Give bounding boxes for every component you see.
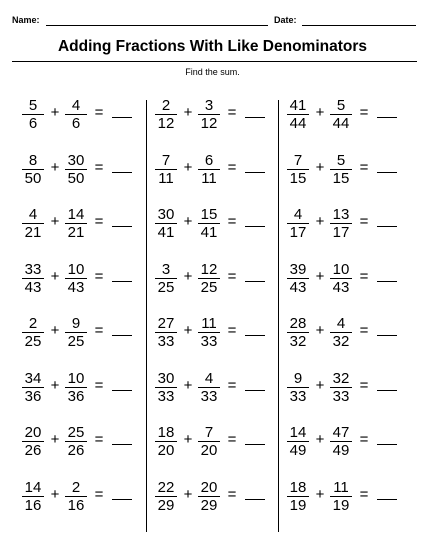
fraction-b (328, 261, 354, 296)
numerator: 47 (332, 424, 350, 441)
equals-sign: = (94, 213, 104, 230)
fraction-a (285, 370, 311, 405)
numerator: 3 (161, 260, 171, 278)
equals-sign: = (359, 267, 369, 285)
equals-sign: = (359, 213, 369, 230)
fraction-b (196, 370, 222, 405)
fraction-b (328, 97, 354, 132)
denominator: 44 (332, 115, 350, 132)
fraction-a (153, 261, 179, 296)
plus-sign: + (50, 376, 60, 394)
fraction-b (63, 206, 89, 241)
fraction-b (328, 370, 354, 405)
denominator: 36 (67, 387, 85, 405)
numerator: 4 (71, 97, 81, 114)
fraction-b (196, 206, 222, 241)
plus-sign: + (183, 322, 193, 339)
numerator: 10 (67, 369, 85, 387)
fraction-b (196, 315, 222, 350)
name-field[interactable] (46, 25, 268, 26)
problem (153, 366, 283, 410)
date-field[interactable] (302, 25, 416, 26)
numerator: 27 (157, 315, 175, 332)
numerator: 22 (157, 478, 175, 496)
numerator: 5 (336, 97, 346, 114)
denominator: 12 (157, 115, 175, 132)
answer-blank[interactable] (245, 172, 265, 173)
instructions: Find the sum. (185, 67, 240, 77)
answer-blank[interactable] (377, 499, 397, 500)
fraction-b (328, 315, 354, 350)
denominator: 16 (67, 496, 85, 514)
equals-sign: = (94, 376, 104, 394)
fraction-b (63, 315, 89, 350)
denominator: 44 (289, 115, 307, 132)
name-label: Name: (12, 15, 40, 25)
numerator: 5 (28, 97, 38, 114)
fraction-a (285, 315, 311, 350)
problem (20, 93, 150, 137)
fraction-b (196, 479, 222, 514)
denominator: 15 (289, 169, 307, 187)
problem (153, 257, 283, 301)
equals-sign: = (94, 431, 104, 448)
denominator: 20 (200, 442, 218, 459)
equals-sign: = (227, 322, 237, 339)
denominator: 43 (24, 278, 42, 296)
answer-blank[interactable] (112, 444, 132, 445)
numerator: 18 (289, 478, 307, 496)
plus-sign: + (183, 431, 193, 448)
denominator: 29 (157, 496, 175, 514)
denominator: 6 (71, 115, 81, 132)
equals-sign: = (359, 485, 369, 503)
denominator: 33 (157, 387, 175, 405)
fraction-a (153, 479, 179, 514)
numerator: 34 (24, 369, 42, 387)
equals-sign: = (227, 431, 237, 448)
denominator: 17 (332, 224, 350, 241)
problem-column (153, 93, 283, 530)
title-divider (12, 61, 417, 62)
plus-sign: + (315, 431, 325, 448)
plus-sign: + (50, 485, 60, 503)
fraction-a (285, 261, 311, 296)
date-label: Date: (274, 15, 297, 25)
plus-sign: + (315, 104, 325, 121)
denominator: 32 (332, 333, 350, 350)
fraction-b (63, 479, 89, 514)
numerator: 7 (161, 151, 171, 169)
answer-blank[interactable] (245, 444, 265, 445)
denominator: 33 (332, 387, 350, 405)
equals-sign: = (227, 158, 237, 176)
answer-blank[interactable] (112, 335, 132, 336)
equals-sign: = (94, 267, 104, 285)
numerator: 4 (204, 369, 214, 387)
denominator: 33 (289, 387, 307, 405)
numerator: 9 (71, 315, 81, 332)
answer-blank[interactable] (112, 172, 132, 173)
plus-sign: + (315, 213, 325, 230)
numerator: 41 (289, 97, 307, 114)
fraction-a (20, 206, 46, 241)
answer-blank[interactable] (245, 390, 265, 391)
numerator: 5 (336, 151, 346, 169)
denominator: 15 (332, 169, 350, 187)
problem (153, 311, 283, 355)
denominator: 17 (289, 224, 307, 241)
answer-blank[interactable] (377, 444, 397, 445)
equals-sign: = (94, 485, 104, 503)
worksheet-header (12, 12, 417, 28)
numerator: 13 (332, 206, 350, 223)
plus-sign: + (183, 158, 193, 176)
numerator: 10 (332, 260, 350, 278)
numerator: 20 (24, 424, 42, 441)
numerator: 11 (333, 478, 349, 496)
plus-sign: + (183, 104, 193, 121)
numerator: 30 (67, 151, 85, 169)
numerator: 14 (24, 478, 42, 496)
denominator: 49 (332, 442, 350, 459)
denominator: 49 (289, 442, 307, 459)
plus-sign: + (50, 322, 60, 339)
denominator: 19 (332, 496, 350, 514)
numerator: 8 (28, 151, 38, 169)
fraction-b (63, 261, 89, 296)
numerator: 39 (289, 260, 307, 278)
problem (285, 148, 415, 192)
fraction-a (153, 97, 179, 132)
numerator: 11 (201, 315, 217, 332)
plus-sign: + (50, 431, 60, 448)
numerator: 32 (332, 369, 350, 387)
fraction-a (153, 315, 179, 350)
plus-sign: + (50, 158, 60, 176)
numerator: 2 (71, 478, 81, 496)
equals-sign: = (227, 267, 237, 285)
problem (153, 93, 283, 137)
problem-column (285, 93, 415, 530)
equals-sign: = (227, 485, 237, 503)
numerator: 20 (200, 478, 218, 496)
answer-blank[interactable] (112, 281, 132, 282)
answer-blank[interactable] (377, 172, 397, 173)
plus-sign: + (50, 213, 60, 230)
denominator: 16 (24, 496, 42, 514)
problem-column (20, 93, 150, 530)
fraction-a (153, 370, 179, 405)
equals-sign: = (359, 158, 369, 176)
numerator: 28 (289, 315, 307, 332)
fraction-a (153, 206, 179, 241)
answer-blank[interactable] (377, 390, 397, 391)
answer-blank[interactable] (245, 335, 265, 336)
denominator: 11 (201, 169, 217, 187)
problem (20, 311, 150, 355)
answer-blank[interactable] (377, 335, 397, 336)
problem (20, 148, 150, 192)
numerator: 7 (204, 424, 214, 441)
fraction-a (285, 206, 311, 241)
equals-sign: = (94, 158, 104, 176)
denominator: 21 (24, 224, 42, 241)
plus-sign: + (183, 485, 193, 503)
problem (153, 202, 283, 246)
answer-blank[interactable] (112, 390, 132, 391)
fraction-a (153, 424, 179, 459)
denominator: 12 (200, 115, 218, 132)
denominator: 33 (200, 387, 218, 405)
numerator: 2 (161, 97, 171, 114)
answer-blank[interactable] (377, 226, 397, 227)
numerator: 14 (289, 424, 307, 441)
numerator: 10 (67, 260, 85, 278)
numerator: 15 (200, 206, 218, 223)
answer-blank[interactable] (112, 499, 132, 500)
denominator: 29 (200, 496, 218, 514)
problem (153, 475, 283, 519)
denominator: 32 (289, 333, 307, 350)
numerator: 2 (28, 315, 38, 332)
plus-sign: + (315, 322, 325, 339)
fraction-a (20, 97, 46, 132)
plus-sign: + (315, 485, 325, 503)
fraction-b (196, 97, 222, 132)
fraction-b (328, 424, 354, 459)
denominator: 26 (67, 442, 85, 459)
fraction-a (20, 424, 46, 459)
plus-sign: + (315, 267, 325, 285)
numerator: 30 (157, 369, 175, 387)
answer-blank[interactable] (377, 281, 397, 282)
answer-blank[interactable] (112, 226, 132, 227)
problem (285, 93, 415, 137)
problem (153, 420, 283, 464)
plus-sign: + (315, 376, 325, 394)
problem (285, 257, 415, 301)
problem (20, 475, 150, 519)
answer-blank[interactable] (245, 499, 265, 500)
fraction-a (285, 424, 311, 459)
answer-blank[interactable] (245, 226, 265, 227)
fraction-b (328, 206, 354, 241)
problem (285, 475, 415, 519)
denominator: 6 (28, 115, 38, 132)
plus-sign: + (50, 267, 60, 285)
fraction-b (63, 152, 89, 187)
denominator: 41 (157, 224, 175, 241)
fraction-a (285, 479, 311, 514)
problem (285, 366, 415, 410)
denominator: 33 (200, 333, 218, 350)
numerator: 33 (24, 260, 42, 278)
problem (20, 366, 150, 410)
numerator: 18 (157, 424, 175, 441)
plus-sign: + (183, 213, 193, 230)
fraction-a (285, 152, 311, 187)
denominator: 25 (67, 333, 85, 350)
fraction-a (153, 152, 179, 187)
fraction-b (63, 424, 89, 459)
problem (285, 202, 415, 246)
equals-sign: = (94, 322, 104, 339)
fraction-a (20, 315, 46, 350)
equals-sign: = (359, 322, 369, 339)
fraction-a (20, 152, 46, 187)
equals-sign: = (227, 104, 237, 121)
page-title: Adding Fractions With Like Denominators (57, 38, 368, 55)
fraction-a (20, 261, 46, 296)
denominator: 20 (157, 442, 175, 459)
fraction-a (285, 97, 311, 132)
equals-sign: = (359, 376, 369, 394)
denominator: 25 (24, 333, 42, 350)
fraction-b (196, 261, 222, 296)
fraction-b (328, 479, 354, 514)
problem (285, 420, 415, 464)
denominator: 50 (67, 169, 85, 187)
denominator: 50 (24, 169, 42, 187)
answer-blank[interactable] (245, 117, 265, 118)
problem (20, 257, 150, 301)
plus-sign: + (50, 104, 60, 121)
equals-sign: = (94, 104, 104, 121)
problem (20, 202, 150, 246)
fraction-a (20, 370, 46, 405)
denominator: 41 (200, 224, 218, 241)
denominator: 43 (289, 278, 307, 296)
plus-sign: + (315, 158, 325, 176)
fraction-b (196, 152, 222, 187)
denominator: 25 (157, 278, 175, 296)
numerator: 3 (204, 97, 214, 114)
equals-sign: = (359, 431, 369, 448)
denominator: 36 (24, 387, 42, 405)
answer-blank[interactable] (112, 117, 132, 118)
equals-sign: = (359, 104, 369, 121)
fraction-b (63, 370, 89, 405)
denominator: 25 (200, 278, 218, 296)
equals-sign: = (227, 213, 237, 230)
denominator: 43 (67, 278, 85, 296)
fraction-b (196, 424, 222, 459)
numerator: 6 (204, 151, 214, 169)
problem (153, 148, 283, 192)
denominator: 43 (332, 278, 350, 296)
numerator: 12 (200, 260, 218, 278)
problem (285, 311, 415, 355)
numerator: 4 (293, 206, 303, 223)
denominator: 21 (67, 224, 85, 241)
plus-sign: + (183, 376, 193, 394)
numerator: 4 (336, 315, 346, 332)
numerator: 7 (293, 151, 303, 169)
answer-blank[interactable] (377, 117, 397, 118)
denominator: 33 (157, 333, 175, 350)
fraction-b (328, 152, 354, 187)
fraction-b (63, 97, 89, 132)
denominator: 11 (158, 169, 174, 187)
plus-sign: + (183, 267, 193, 285)
equals-sign: = (227, 376, 237, 394)
answer-blank[interactable] (245, 281, 265, 282)
problem (20, 420, 150, 464)
fraction-a (20, 479, 46, 514)
denominator: 26 (24, 442, 42, 459)
numerator: 25 (67, 424, 85, 441)
numerator: 9 (293, 369, 303, 387)
numerator: 30 (157, 206, 175, 223)
denominator: 19 (289, 496, 307, 514)
numerator: 14 (67, 206, 85, 223)
numerator: 4 (28, 206, 38, 223)
